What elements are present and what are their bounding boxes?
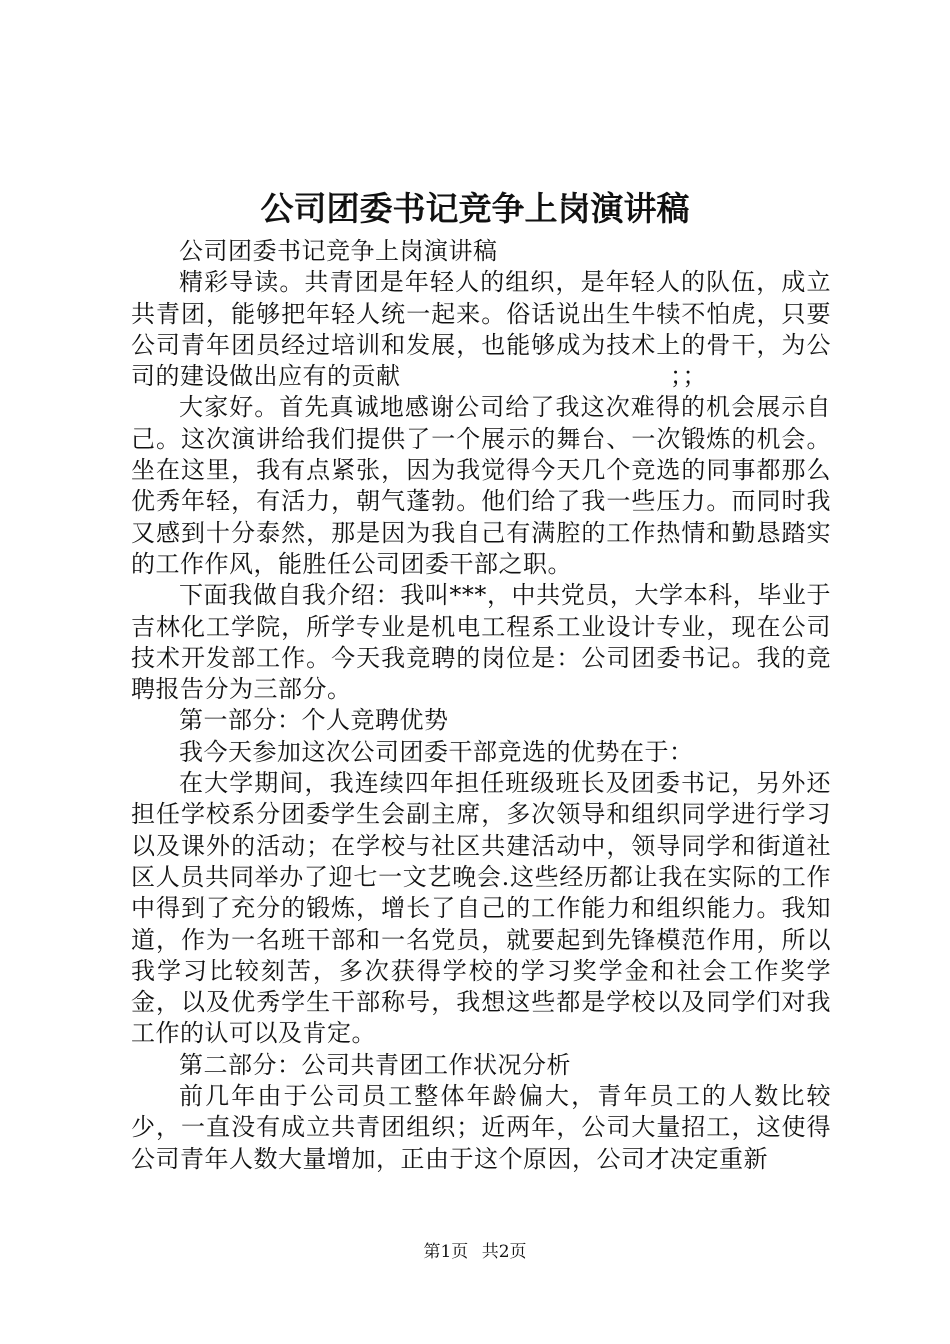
- paragraph-university-experience: 在大学期间，我连续四年担任班级班长及团委书记，另外还担任学校系分团委学生会副主席，多次领导和组织同学进行学习以及课外的活动；在学校与社区共建活动中，领导同学和街道社区人员共同举办了迎七一文艺晚会.这些经历都让我在实际的工作中得到了充分的锻炼，增长了自己的工作能力和组织能力。我知道，作为一名班干部和一名党员，就要起到先锋模范作用，所以我学习比较刻苦，多次获得学校的学习奖学金和社会工作奖学金，以及优秀学生干部称号，我想这些都是学校以及同学们对我工作的认可以及肯定。: [131, 769, 831, 1048]
- paragraph-greeting: 大家好。首先真诚地感谢公司给了我这次难得的机会展示自己。这次演讲给我们提供了一个展示的舞台、一次锻炼的机会。坐在这里，我有点紧张，因为我觉得今天几个竞选的同事都那么优秀年轻，有活力，朝气蓬勃。他们给了我一些压力。而同时我又感到十分泰然，那是因为我自己有满腔的工作热情和勤恳踏实的工作作风，能胜任公司团委干部之职。: [131, 393, 831, 578]
- page-number-current: 第1页: [423, 1242, 469, 1262]
- section-heading-part-two: 第二部分：公司共青团工作状况分析: [179, 1050, 571, 1079]
- paragraph-status-analysis: 前几年由于公司员工整体年龄偏大，青年员工的人数比较少，一直没有成立共青团组织；近两年，公司大量招工，这使得公司青年人数大量增加，正由于这个原因，公司才决定重新: [131, 1082, 831, 1173]
- paragraph-self-introduction: 下面我做自我介绍：我叫***，中共党员，大学本科，毕业于吉林化工学院，所学专业是机电工程系工业设计专业，现在公司技术开发部工作。今天我竞聘的岗位是：公司团委书记。我的竞聘报告分为三部分。: [131, 581, 831, 704]
- document-body: [131, 236, 831, 1175]
- section-heading-part-one: 第一部分：个人竞聘优势: [179, 706, 449, 735]
- paragraph-intro: 精彩导读。共青团是年轻人的组织，是年轻人的队伍，成立共青团，能够把年轻人统一起来。俗话说出生牛犊不怕虎，只要公司青年团员经过培训和发展，也能够成为技术上的骨干，为公司的建设做出应有的贡献 ；；: [131, 268, 831, 391]
- paragraph-subtitle: 公司团委书记竞争上岗演讲稿: [179, 237, 498, 265]
- page-number-total: 共2页: [481, 1242, 527, 1262]
- document-title: 公司团委书记竞争上岗演讲稿: [260, 189, 690, 228]
- page-footer: [0, 1240, 950, 1264]
- paragraph-advantages-lead: 我今天参加这次公司团委干部竞选的优势在于：: [179, 737, 694, 766]
